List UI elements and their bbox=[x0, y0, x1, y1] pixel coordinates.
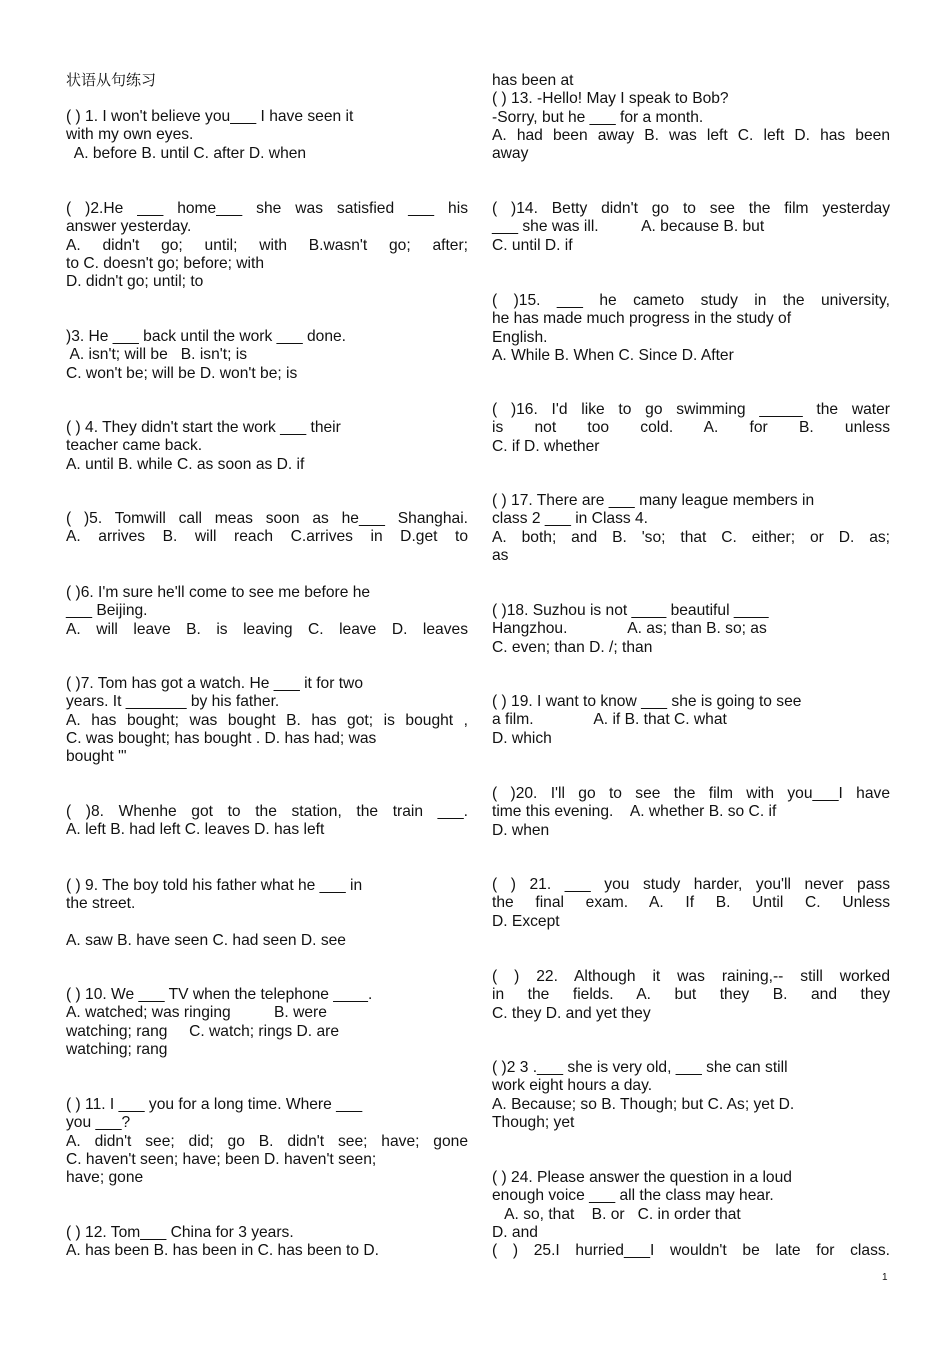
question-line: C. if D. whether bbox=[492, 437, 600, 455]
question-line: A. before B. until C. after D. when bbox=[66, 144, 307, 162]
question-line: to C. doesn't go; before; with bbox=[66, 254, 265, 272]
question-line: A. so, that B. or C. in order that bbox=[492, 1205, 741, 1223]
question-line: C. haven't seen; have; been D. haven't seen; bbox=[66, 1150, 377, 1168]
question-line: ( ) 12. Tom___ China for 3 years. bbox=[66, 1224, 294, 1241]
question-line: A. has been B. has been in C. has been to D. bbox=[66, 1242, 379, 1260]
question-line: D. which bbox=[492, 729, 552, 747]
question-line: ( ) 19. I want to know ___ she is going to see bbox=[492, 693, 802, 710]
question-line: D. when bbox=[492, 821, 550, 839]
question-line: C. was bought; has bought . D. has had; was bbox=[66, 729, 377, 747]
question-line: C. they D. and yet they bbox=[492, 1004, 651, 1022]
question-line: ___ Beijing. bbox=[66, 602, 148, 620]
question-line: A. While B. When C. Since D. After bbox=[492, 346, 734, 364]
question-line: a film. A. if B. that C. what bbox=[492, 711, 727, 729]
question-line: A. Because; so B. Though; but C. As; yet D. bbox=[492, 1095, 795, 1113]
question-line: A. both; and B. 'so; that C. either; or D. as; bbox=[492, 528, 890, 546]
question-line: ( ) 13. -Hello! May I speak to Bob? bbox=[492, 90, 729, 108]
question-line: ( ) 4. They didn't start the work ___ their bbox=[66, 419, 341, 436]
question-line: C. won't be; will be D. won't be; is bbox=[66, 364, 298, 382]
question-line: ( )2.He ___ home___ she was satisfied ___ his bbox=[66, 200, 468, 217]
question-line: ( ) 9. The boy told his father what he ___ in bbox=[66, 877, 363, 894]
question-line: ( )8. Whenhe got to the station, the train ___. bbox=[66, 803, 468, 820]
question-line: A. arrives B. will reach C.arrives in D.get to bbox=[66, 528, 468, 546]
page-title: 状语从句练习 bbox=[66, 71, 157, 89]
question-line: ( )5. Tomwill call meas soon as he___ Shanghai. bbox=[66, 510, 468, 527]
question-line: ( ) 25.I hurried___I wouldn't be late for class. bbox=[492, 1242, 890, 1260]
question-line: time this evening. A. whether B. so C. if bbox=[492, 803, 777, 821]
question-line: English. bbox=[492, 328, 548, 346]
question-line: A. didn't go; until; with B.wasn't go; after; bbox=[66, 236, 468, 254]
question-line: A. until B. while C. as soon as D. if bbox=[66, 455, 305, 473]
question-line: the final exam. A. If B. Until C. Unless bbox=[492, 894, 890, 912]
question-line: ( ) 10. We ___ TV when the telephone ____. bbox=[66, 986, 373, 1003]
question-line: ( ) 17. There are ___ many league members in bbox=[492, 492, 815, 509]
question-line: Hangzhou. A. as; than B. so; as bbox=[492, 620, 767, 638]
question-line: answer yesterday. bbox=[66, 218, 192, 236]
question-line: ( )18. Suzhou is not ____ beautiful ____ bbox=[492, 602, 769, 619]
question-line: the street. bbox=[66, 895, 136, 913]
question-line: in the fields. A. but they B. and they bbox=[492, 986, 890, 1004]
question-line: years. It _______ by his father. bbox=[66, 693, 280, 711]
question-line: ( )20. I'll go to see the film with you___I have bbox=[492, 785, 890, 802]
question-line: ( )2 3 .___ she is very old, ___ she can still bbox=[492, 1059, 788, 1076]
question-line: has been at bbox=[492, 72, 574, 89]
question-line: work eight hours a day. bbox=[492, 1077, 653, 1095]
question-line: ( ) 11. I ___ you for a long time. Where ___ bbox=[66, 1096, 363, 1113]
question-line: A. has bought; was bought B. has got; is bought , bbox=[66, 711, 468, 729]
question-line: Though; yet bbox=[492, 1113, 575, 1131]
question-line: away bbox=[492, 145, 529, 163]
question-line: is not too cold. A. for B. unless bbox=[492, 419, 890, 437]
question-line: D. Except bbox=[492, 912, 560, 930]
question-line: A. had been away B. was left C. left D. has been bbox=[492, 126, 890, 144]
question-line: ( )15. ___ he cameto study in the university, bbox=[492, 292, 890, 309]
question-line: as bbox=[492, 546, 509, 564]
question-line: D. and bbox=[492, 1223, 538, 1241]
question-line: )3. He ___ back until the work ___ done. bbox=[66, 328, 346, 345]
question-line: A. watched; was ringing B. were bbox=[66, 1004, 327, 1022]
question-line: C. until D. if bbox=[492, 236, 573, 254]
question-line: with my own eyes. bbox=[66, 126, 194, 144]
question-line: ( )6. I'm sure he'll come to see me before he bbox=[66, 584, 371, 601]
question-line: you ___? bbox=[66, 1114, 131, 1132]
question-line: ___ she was ill. A. because B. but bbox=[492, 218, 765, 236]
question-line: D. didn't go; until; to bbox=[66, 273, 204, 291]
question-line: bought '" bbox=[66, 748, 127, 766]
question-line: ( ) 24. Please answer the question in a loud bbox=[492, 1169, 792, 1186]
question-line: ( ) 22. Although it was raining,-- still worked bbox=[492, 968, 890, 985]
question-line: A. will leave B. is leaving C. leave D. leaves bbox=[66, 620, 468, 638]
question-line: class 2 ___ in Class 4. bbox=[492, 510, 649, 528]
page-number: 1 bbox=[882, 1272, 888, 1283]
question-line: ( ) 1. I won't believe you___ I have seen it bbox=[66, 108, 354, 125]
question-line: have; gone bbox=[66, 1169, 144, 1187]
question-line: he has made much progress in the study of bbox=[492, 310, 792, 328]
question-line: watching; rang bbox=[66, 1040, 168, 1058]
question-line: C. even; than D. /; than bbox=[492, 638, 653, 656]
question-line: A. left B. had left C. leaves D. has left bbox=[66, 821, 325, 839]
question-line: -Sorry, but he ___ for a month. bbox=[492, 108, 704, 126]
question-line: teacher came back. bbox=[66, 437, 203, 455]
question-line: A. saw B. have seen C. had seen D. see bbox=[66, 931, 346, 949]
question-line: watching; rang C. watch; rings D. are bbox=[66, 1022, 340, 1040]
question-line: enough voice ___ all the class may hear. bbox=[492, 1187, 774, 1205]
question-line: A. isn't; will be B. isn't; is bbox=[66, 346, 248, 364]
question-line: ( )16. I'd like to go swimming _____ the water bbox=[492, 401, 890, 418]
question-line: ( ) 21. ___ you study harder, you'll never pass bbox=[492, 876, 890, 893]
question-line: A. didn't see; did; go B. didn't see; have; gone bbox=[66, 1132, 468, 1150]
question-line: ( )14. Betty didn't go to see the film yesterday bbox=[492, 200, 890, 217]
question-line: ( )7. Tom has got a watch. He ___ it for two bbox=[66, 675, 363, 692]
